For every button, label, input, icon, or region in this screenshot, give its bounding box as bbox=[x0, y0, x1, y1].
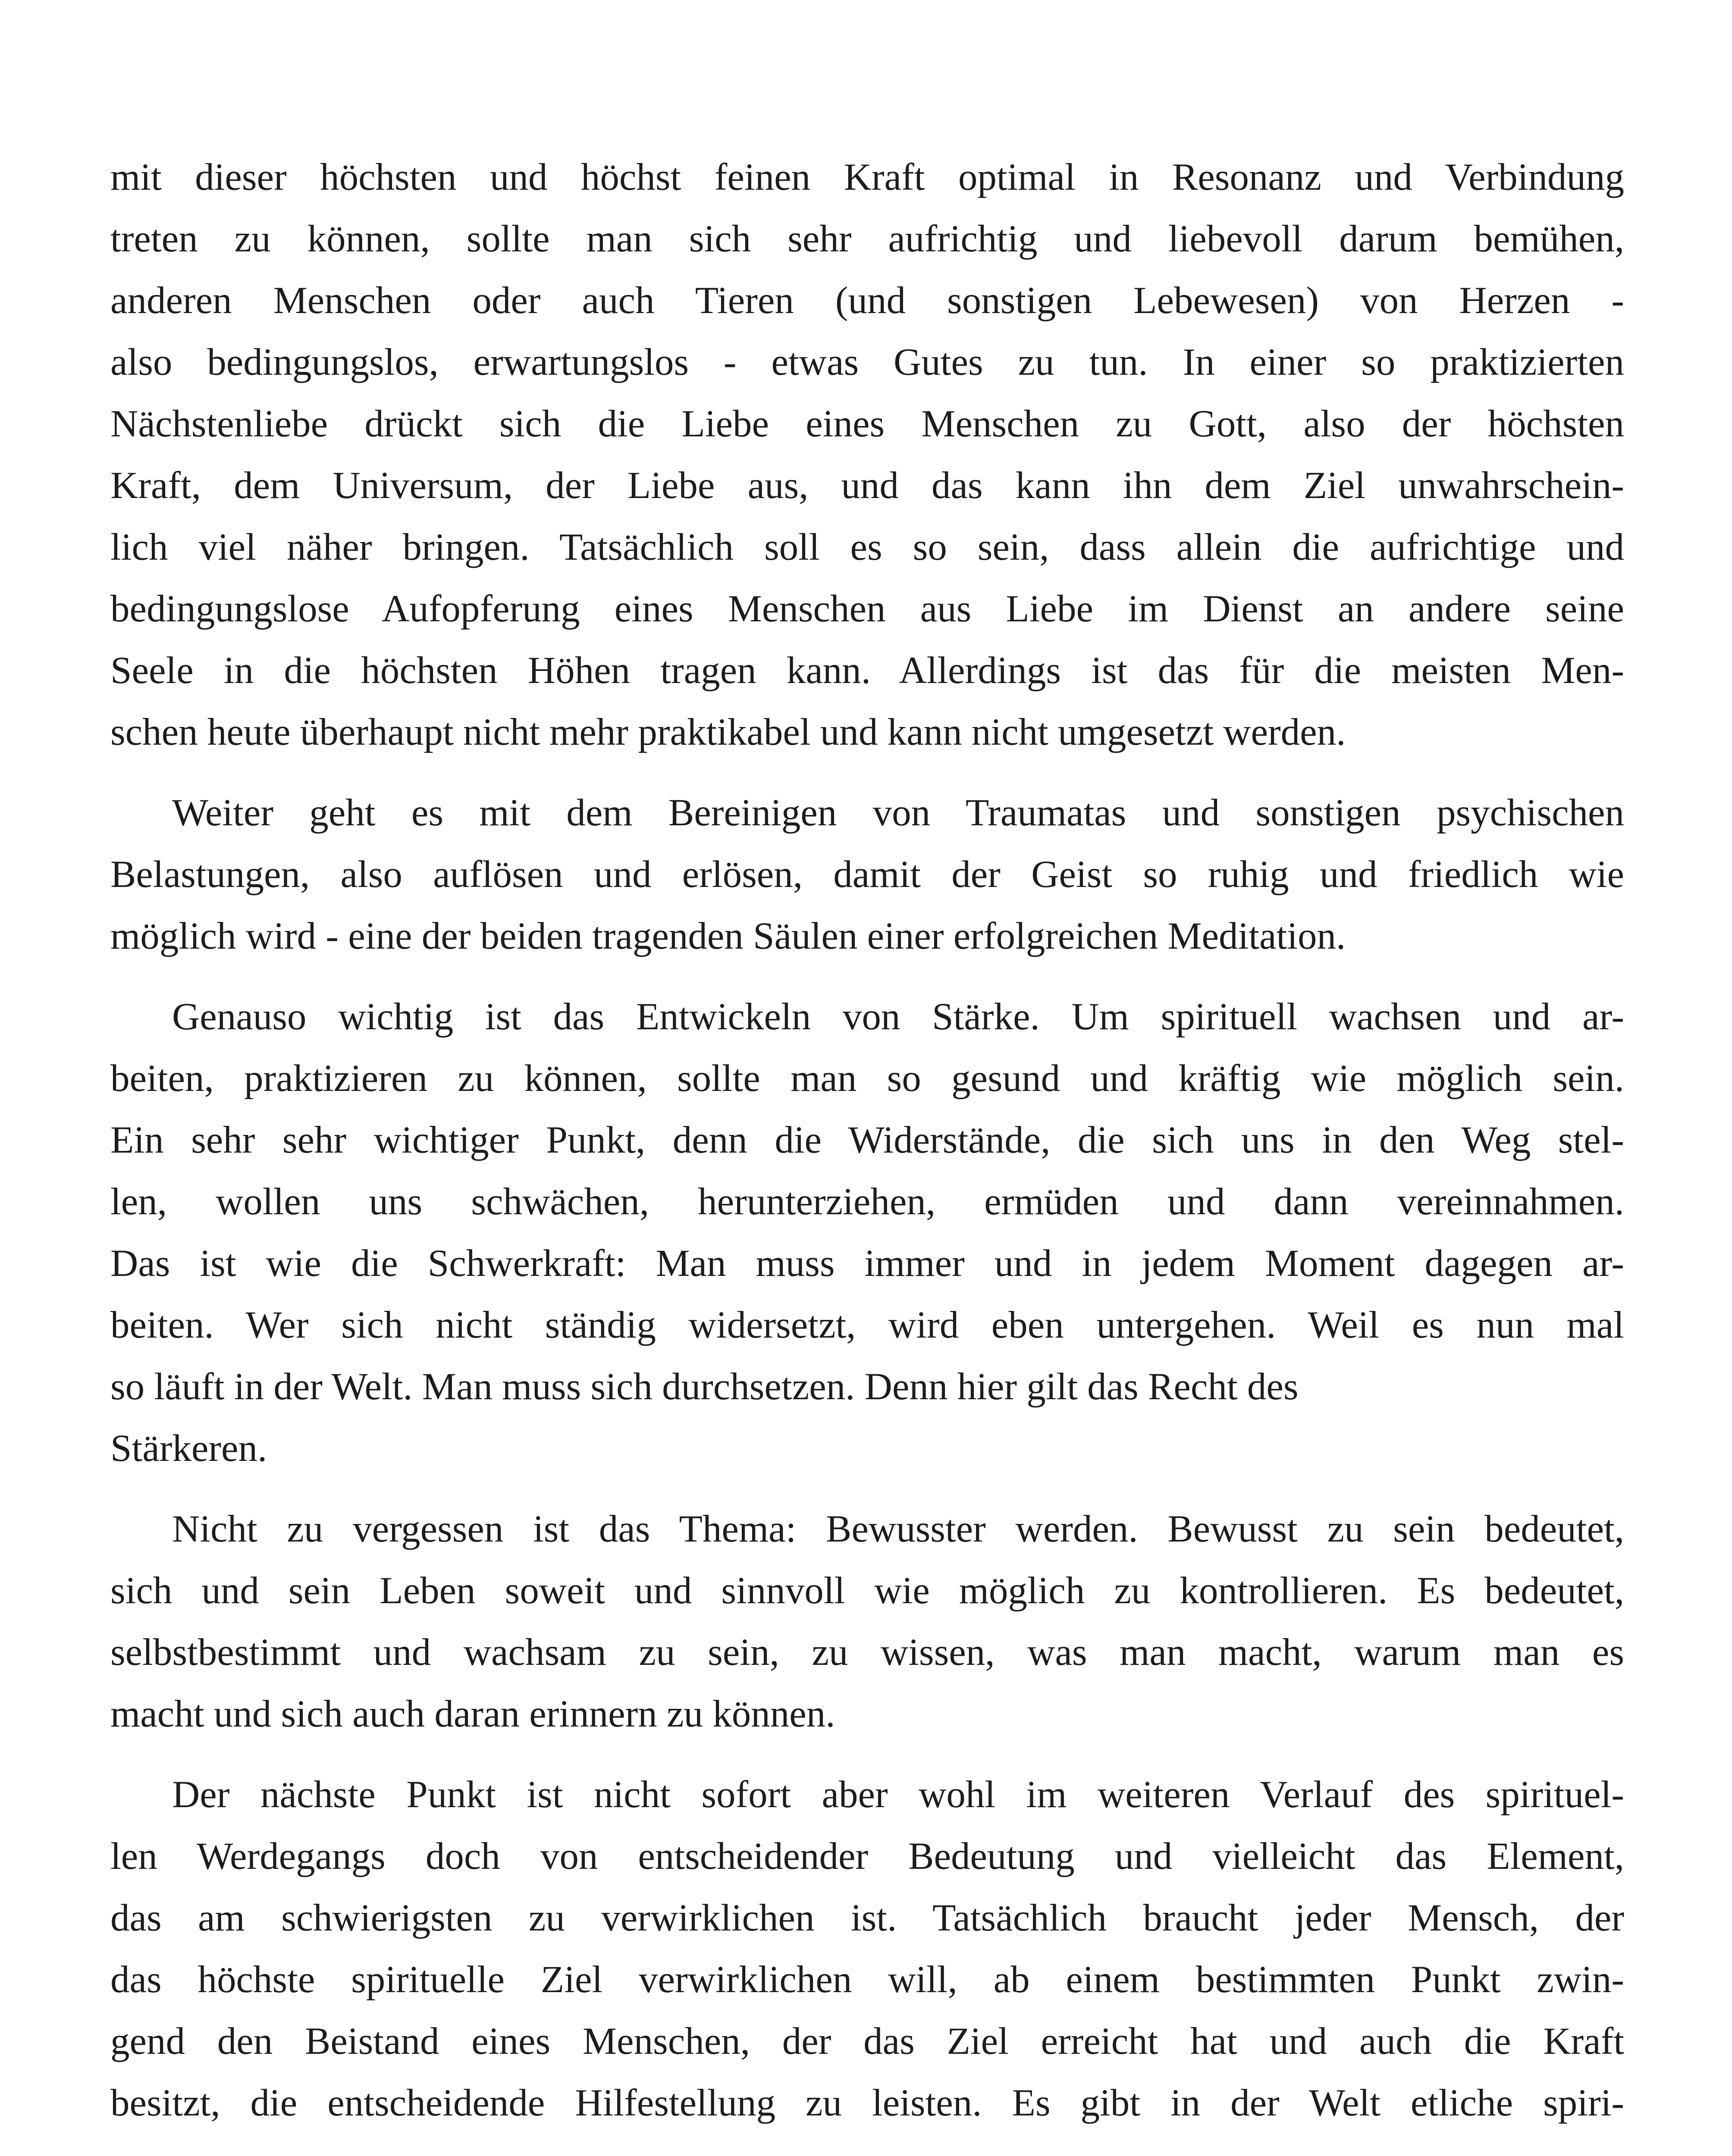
paragraph-3 bbox=[110, 986, 1624, 1479]
text-line: beiten, praktizieren zu können, sollte man so gesund und kräftig wie möglich sein. bbox=[110, 1057, 1624, 1100]
text-line: besitzt, die entscheidende Hilfestellung zu leisten. Es gibt in der Welt etliche spiri- bbox=[110, 2082, 1624, 2124]
text-line: Ein sehr sehr wichtiger Punkt, denn die Widerstände, die sich uns in den Weg stel- bbox=[110, 1119, 1624, 1161]
text-line: len Werdegangs doch von entscheidender Bedeutung und vielleicht das Element, bbox=[110, 1835, 1624, 1877]
text-line: Das ist wie die Schwerkraft: Man muss immer und in jedem Moment dagegen ar- bbox=[110, 1242, 1624, 1285]
text-line: schen heute überhaupt nicht mehr praktikabel und kann nicht umgesetzt werden. bbox=[110, 711, 1346, 753]
text-line: anderen Menschen oder auch Tieren (und sonstigen Lebewesen) von Herzen - bbox=[110, 279, 1624, 322]
text-line: also bedingungslos, erwartungslos - etwas Gutes zu tun. In einer so praktizierten bbox=[110, 341, 1624, 383]
page-body bbox=[110, 147, 1624, 2134]
text-line: gend den Beistand eines Menschen, der das Ziel erreicht hat und auch die Kraft bbox=[110, 2020, 1624, 2062]
paragraph-5 bbox=[110, 1764, 1624, 2134]
text-line: das am schwierigsten zu verwirklichen ist. Tatsächlich braucht jeder Mensch, der bbox=[110, 1897, 1624, 1939]
text-line: möglich wird - eine der beiden tragenden Säulen einer erfolgreichen Meditation. bbox=[110, 915, 1346, 957]
text-line: Belastungen, also auflösen und erlösen, damit der Geist so ruhig und friedlich wie bbox=[110, 853, 1624, 896]
paragraph-2 bbox=[110, 782, 1624, 967]
text-line: beiten. Wer sich nicht ständig widersetzt, wird eben untergehen. Weil es nun mal bbox=[110, 1304, 1624, 1346]
text-line: Genauso wichtig ist das Entwickeln von Stärke. Um spirituell wachsen und ar- bbox=[172, 996, 1624, 1038]
text-line: Nächstenliebe drückt sich die Liebe eines Menschen zu Gott, also der höchsten bbox=[110, 403, 1624, 445]
paragraph-4 bbox=[110, 1498, 1624, 1745]
text-line: lich viel näher bringen. Tatsächlich soll es so sein, dass allein die aufrichtige und bbox=[110, 526, 1624, 568]
text-line: Kraft, dem Universum, der Liebe aus, und das kann ihn dem Ziel unwahrschein- bbox=[110, 464, 1624, 507]
text-line: Seele in die höchsten Höhen tragen kann. Allerdings ist das für die meisten Men- bbox=[110, 649, 1624, 692]
text-line: Der nächste Punkt ist nicht sofort aber wohl im weiteren Verlauf des spirituel- bbox=[172, 1774, 1624, 1816]
text-line: len, wollen uns schwächen, herunterziehen, ermüden und dann vereinnahmen. bbox=[110, 1181, 1624, 1223]
text-line: Nicht zu vergessen ist das Thema: Bewusster werden. Bewusst zu sein bedeutet, bbox=[172, 1508, 1624, 1550]
paragraph-gap bbox=[110, 1745, 1624, 1764]
text-line: bedingungslose Aufopferung eines Menschen aus Liebe im Dienst an andere seine bbox=[110, 588, 1624, 630]
text-line: treten zu können, sollte man sich sehr aufrichtig und liebevoll darum bemühen, bbox=[110, 218, 1624, 260]
text-line: macht und sich auch daran erinnern zu können. bbox=[110, 1693, 835, 1735]
paragraph-1 bbox=[110, 147, 1624, 763]
text-line: selbstbestimmt und wachsam zu sein, zu wissen, was man macht, warum man es bbox=[110, 1631, 1624, 1673]
text-line: sich und sein Leben soweit und sinnvoll wie möglich zu kontrollieren. Es bedeutet, bbox=[110, 1570, 1624, 1612]
paragraph-gap bbox=[110, 967, 1624, 986]
text-line: Weiter geht es mit dem Bereinigen von Traumatas und sonstigen psychischen bbox=[172, 792, 1624, 834]
paragraph-gap bbox=[110, 763, 1624, 782]
text-line: so läuft in der Welt. Man muss sich durchsetzen. Denn hier gilt das Recht des bbox=[110, 1366, 1299, 1408]
paragraph-gap bbox=[110, 1479, 1624, 1498]
text-line: mit dieser höchsten und höchst feinen Kraft optimal in Resonanz und Verbindung bbox=[110, 156, 1624, 198]
text-line: das höchste spirituelle Ziel verwirklichen will, ab einem bestimmten Punkt zwin- bbox=[110, 1959, 1624, 2001]
text-line: Stärkeren. bbox=[110, 1427, 267, 1470]
